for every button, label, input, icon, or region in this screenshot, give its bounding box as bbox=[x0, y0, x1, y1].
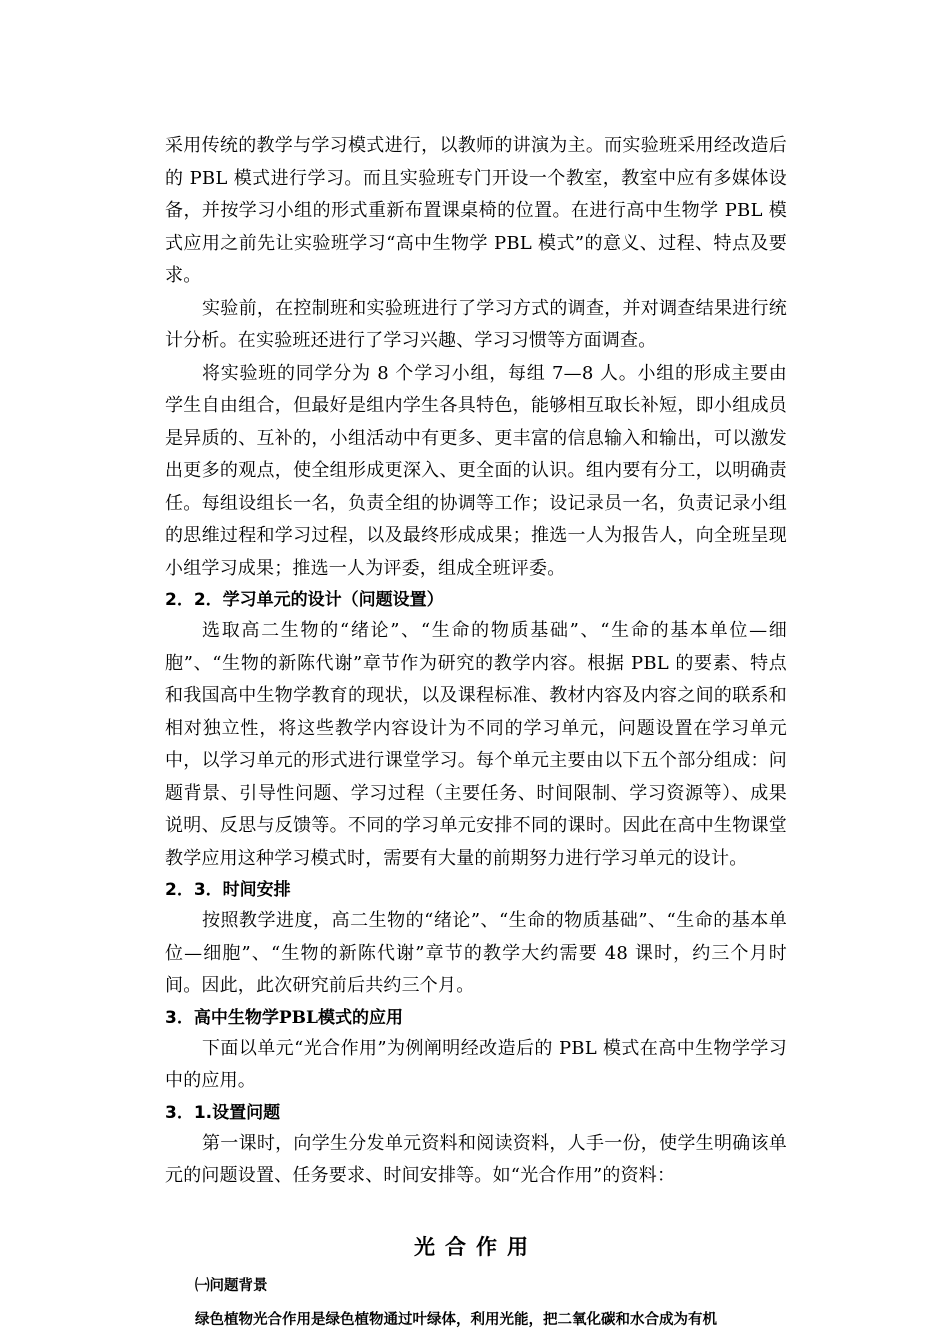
heading-2-3: 2．3．时间安排 bbox=[165, 880, 291, 900]
insert-text: 绿色植物光合作用是绿色植物通过叶绿体，利用光能，把二氧化碳和水合成为有机 bbox=[195, 1311, 717, 1328]
paragraph-5: 按照教学进度，高二生物的“绪论”、“生命的物质基础”、“生命的基本单位—细胞”、“生物的新陈代谢”章节的教学大约需要 48 课时，约三个月时间。因此，此次研究前后共约三个月。 bbox=[165, 910, 787, 996]
insert-subheading: ㈠问题背景 bbox=[195, 1277, 268, 1294]
heading-3 bbox=[165, 1003, 787, 1033]
paragraph-2: 实验前，在控制班和实验班进行了学习方式的调查，并对调查结果进行统计分析。在实验班还进行了学习兴趣、学习习惯等方面调查。 bbox=[165, 297, 787, 351]
document-body bbox=[165, 130, 787, 1333]
heading-2-2: 2．2．学习单元的设计（问题设置） bbox=[165, 590, 444, 610]
paragraph-7: 第一课时，向学生分发单元资料和阅读资料，人手一份，使学生明确该单元的问题设置、任务要求、时间安排等。如“光合作用”的资料： bbox=[165, 1132, 787, 1186]
heading-3-pbl: PBL bbox=[278, 1007, 318, 1028]
paragraph-3: 将实验班的同学分为 8 个学习小组，每组 7—8 人。小组的形成主要由学生自由组合，但最好是组内学生各具特色，能够相互取长补短，即小组成员是异质的、互补的，小组活动中有更多、更丰富的信息输入和输出，可以激发出更多的观点，使全组形成更深入、更全面的认识。组内要有分工，以明确责任。每组设组长一名，负责全组的协调等工作；设记录员一名，负责记录小组的思维过程和学习过程，以及最终形成成果；推选一人为报告人，向全班呈现小组学习成果；推选一人为评委，组成全班评委。 bbox=[165, 362, 787, 579]
insert-title: 光合作用 bbox=[414, 1234, 538, 1259]
heading-3-number: 3．高中生物学 bbox=[165, 1007, 279, 1028]
heading-3-rest: 模式的应用 bbox=[317, 1007, 403, 1028]
paragraph-4: 选取高二生物的“绪论”、“生命的物质基础”、“生命的基本单位—细胞”、“生物的新陈代谢”章节作为研究的教学内容。根据 PBL 的要素、特点和我国高中生物学教育的现状，以及课程标准、教材内容及内容之间的联系和相对独立性，将这些教学内容设计为不同的学习单元，问题设置在学习单元中，以学习单元的形式进行课堂学习。每个单元主要由以下五个部分组成：问题背景、引导性问题、学习过程（主要任务、时间限制、学习资源等）、成果说明、反思与反馈等。不同的学习单元安排不同的课时。因此在高中生物课堂教学应用这种学习模式时，需要有大量的前期努力进行学习单元的设计。 bbox=[165, 620, 787, 869]
paragraph-6: 下面以单元“光合作用”为例阐明经改造后的 PBL 模式在高中生物学学习中的应用。 bbox=[165, 1037, 787, 1091]
heading-3-1: 3．1.设置问题 bbox=[165, 1102, 281, 1123]
paragraph-1: 采用传统的教学与学习模式进行，以教师的讲演为主。而实验班采用经改造后的 PBL 模式进行学习。而且实验班专门开设一个教室，教室中应有多媒体设备，并按学习小组的形式重新布置课桌椅的位置。在进行高中生物学 PBL 模式应用之前先让实验班学习“高中生物学 PBL 模式”的意义、过程、特点及要求。 bbox=[165, 135, 787, 286]
